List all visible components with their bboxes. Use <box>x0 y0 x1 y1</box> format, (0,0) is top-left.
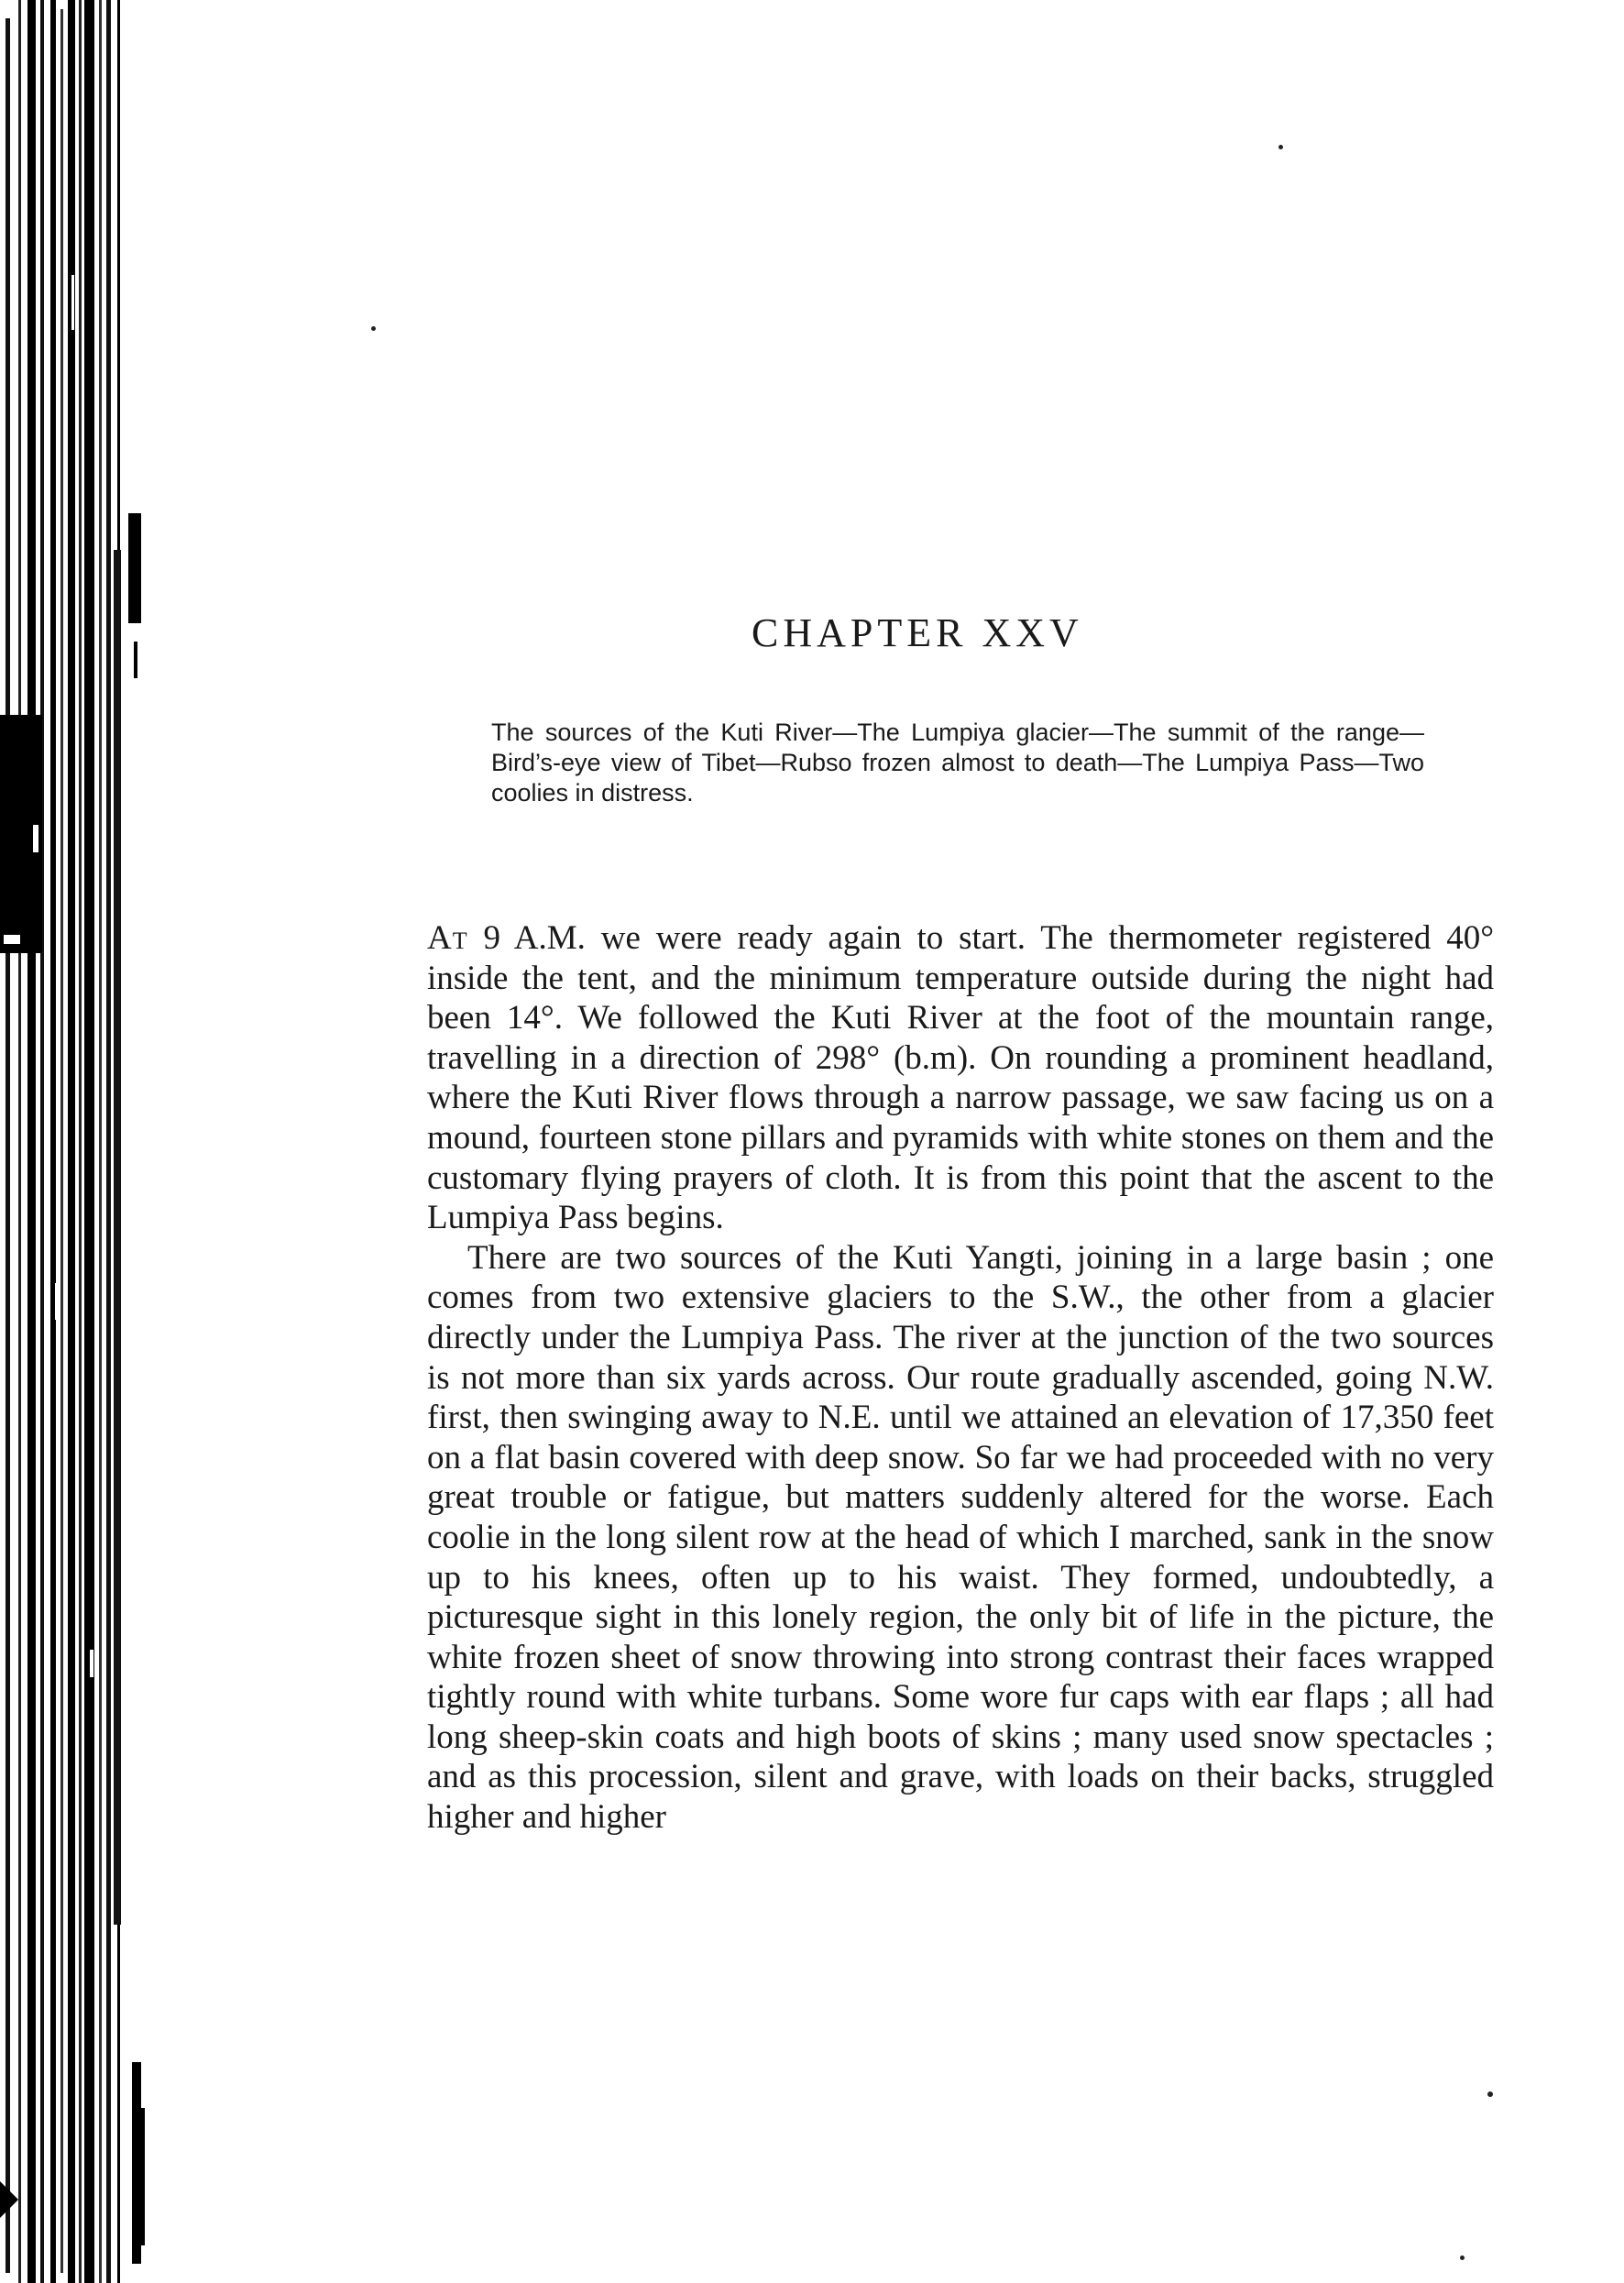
opening-word: At <box>427 919 468 957</box>
scan-speck <box>371 326 376 331</box>
paragraph-1-text: 9 A.M. we were ready again to start. The thermometer registered 40° inside the tent, and the minimum temperature outside during the night had been 14°. We followed the Kuti River at the foot of the mountain range, travelling in a direction of 298° (b.m). On rounding a prominent headland, where the Kuti River flows through a narrow passage, we saw facing us on a mound, fourteen stone pillars and pyramids with white stones on them and the customary flying prayers of cloth. It is from this point that the ascent to the Lumpiya Pass begins. <box>427 919 1494 1237</box>
chapter-title: CHAPTER XXV <box>752 610 1083 655</box>
binding-gutter <box>0 0 156 2283</box>
scan-speck <box>1487 2091 1493 2097</box>
binding-shadow-graphic <box>0 0 156 2283</box>
paragraph-1 <box>427 918 1494 1238</box>
paragraph-2: There are two sources of the Kuti Yangti, joining in a large basin ; one comes from two extensive glaciers to the S.W., the other from a glacier directly under the Lumpiya Pass. The river at the junction of the two sources is not more than six yards across. Our route gradually ascended, going N.W. first, then swinging away to N.E. until we attained an elevation of 17,350 feet on a flat basin covered with deep snow. So far we had proceeded with no very great trouble or fatigue, but matters suddenly altered for the worse. Each coolie in the long silent row at the head of which I marched, sank in the snow up to his knees, often up to his waist. They formed, undoubtedly, a picturesque sight in this lonely region, the only bit of life in the picture, the white frozen sheet of snow throwing into strong contrast their faces wrapped tightly round with white turbans. Some wore fur caps with ear flaps ; all had long sheep-skin coats and high boots of skins ; many used snow spectacles ; and as this procession, silent and grave, with loads on their backs, struggled higher and higher <box>427 1238 1494 1837</box>
chapter-body <box>427 918 1494 1838</box>
chapter-synopsis: The sources of the Kuti River—The Lumpiya glacier—The summit of the range—Bird’s-eye view of Tibet—Rubso frozen almost to death—The Lumpiya Pass—Two coolies in distress. <box>491 719 1424 807</box>
scan-speck <box>1278 145 1283 149</box>
scan-speck <box>1460 2256 1465 2260</box>
